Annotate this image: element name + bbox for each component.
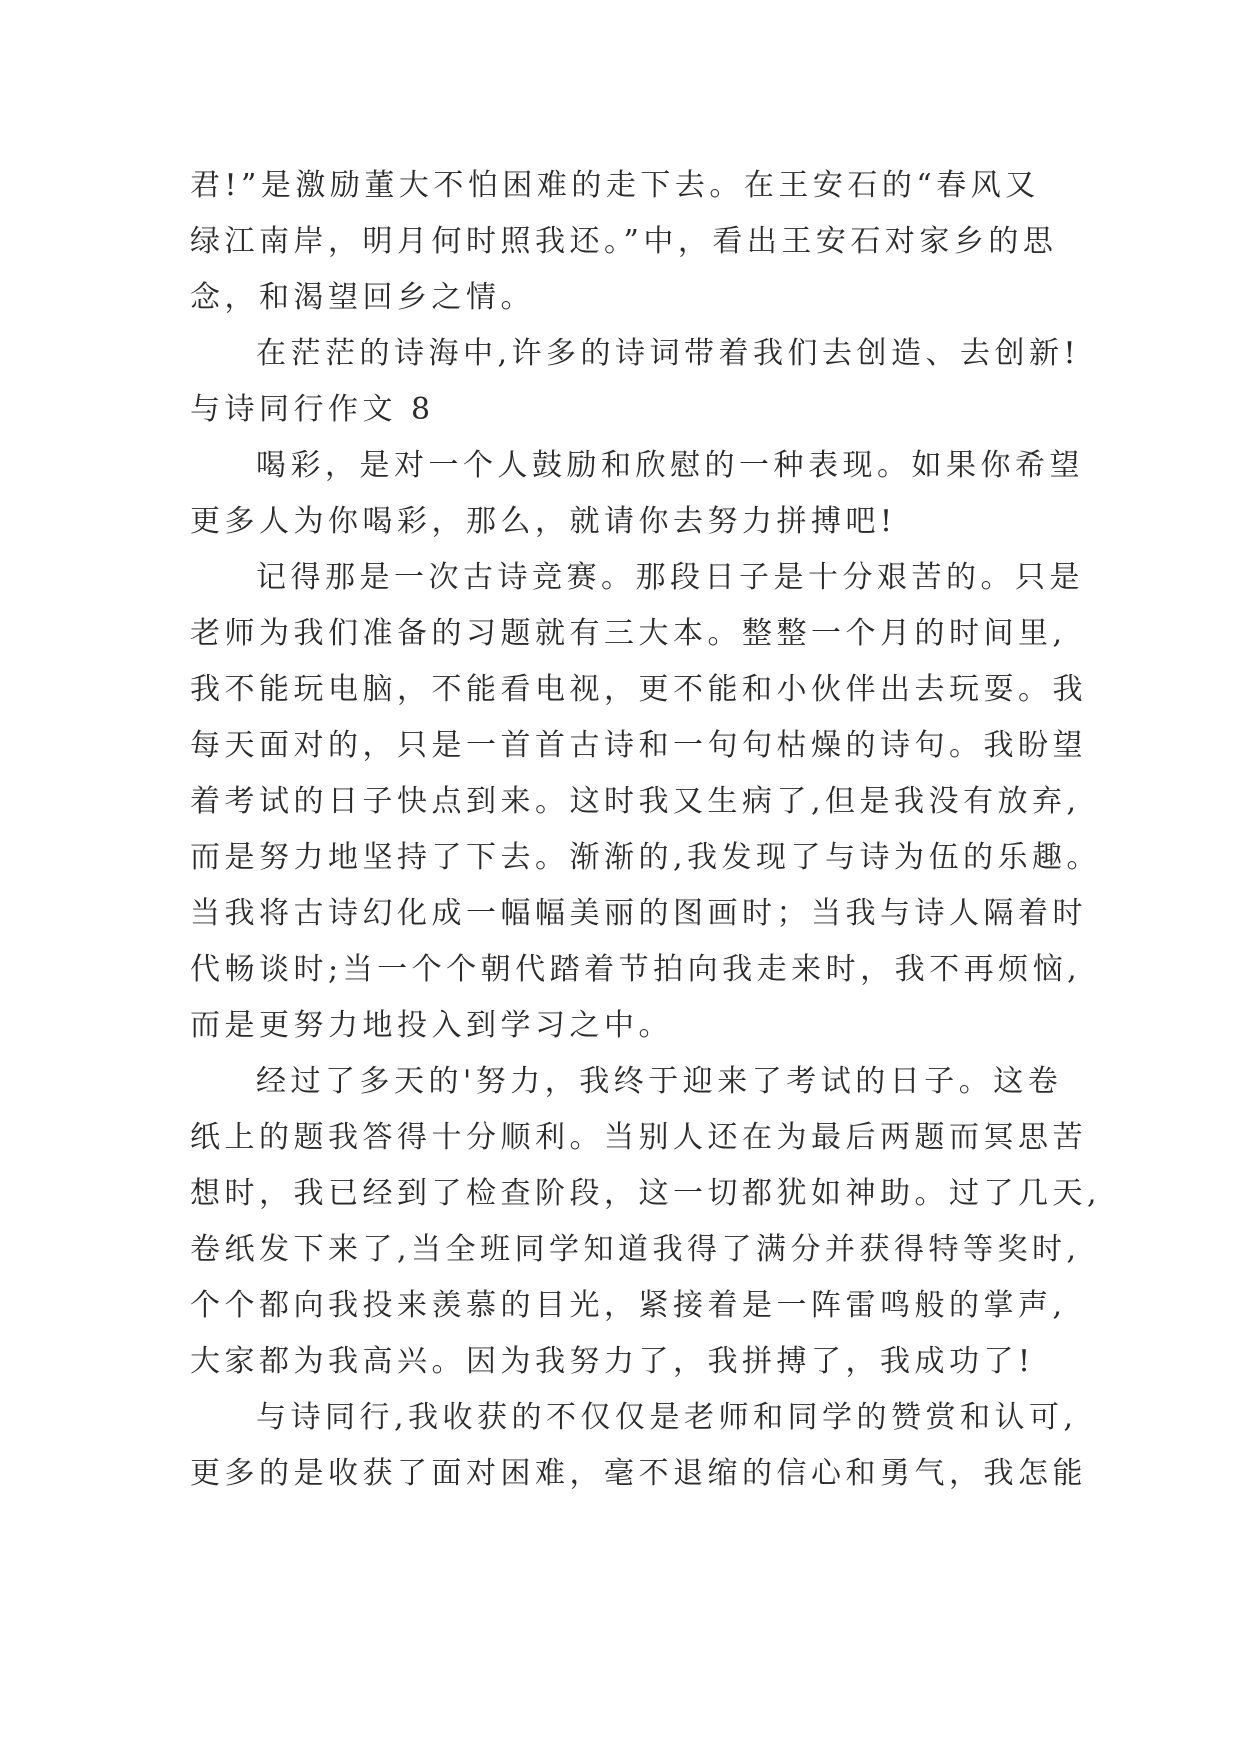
text-line: 纸上的题我答得十分顺利。当别人还在为最后两题而冥思苦 <box>190 1120 1087 1155</box>
paragraph-first-line: 经过了多天的'努力，我终于迎来了考试的日子。这卷 <box>256 1064 1063 1099</box>
text-line: 君!”是激励董大不怕困难的走下去。在王安石的“春风又 <box>190 168 1040 203</box>
text-line: 个个都向我投来羡慕的目光，紧接着是一阵雷鸣般的掌声, <box>190 1288 1067 1323</box>
text-line: 绿江南岸，明月何时照我还。”中，看出王安石对家乡的思 <box>190 224 1058 259</box>
text-line: 当我将古诗幻化成一幅幅美丽的图画时；当我与诗人隔着时 <box>190 896 1087 931</box>
paragraph-first-line: 在茫茫的诗海中,许多的诗词带着我们去创造、去创新! <box>256 336 1081 371</box>
text-line: 更多人为你喝彩，那么，就请你去努力拼搏吧! <box>190 504 897 539</box>
text-line: 而是更努力地投入到学习之中。 <box>190 1008 673 1043</box>
text-line: 卷纸发下来了,当全班同学知道我得了满分并获得特等奖时, <box>190 1232 1081 1267</box>
text-line: 代畅谈时;当一个个朝代踏着节拍向我走来时，我不再烦恼, <box>190 952 1082 987</box>
text-line: 大家都为我高兴。因为我努力了，我拼搏了，我成功了! <box>190 1344 1035 1379</box>
text-line: 想时，我已经到了检查阶段，这一切都犹如神助。过了几天, <box>190 1176 1102 1211</box>
document-body <box>190 158 1102 1502</box>
text-line: 着考试的日子快点到来。这时我又生病了,但是我没有放弃, <box>190 784 1081 819</box>
text-line: 老师为我们准备的习题就有三大本。整整一个月的时间里, <box>190 616 1067 651</box>
text-line: 每天面对的，只是一首首古诗和一句句枯燥的诗句。我盼望 <box>190 728 1087 763</box>
text-line: 我不能玩电脑，不能看电视，更不能和小伙伴出去玩耍。我 <box>190 672 1087 707</box>
paragraph-first-line: 喝彩，是对一个人鼓励和欣慰的一种表现。如果你希望 <box>256 448 1084 483</box>
paragraph-first-line: 与诗同行,我收获的不仅仅是老师和同学的赞赏和认可, <box>256 1400 1078 1435</box>
section-heading: 与诗同行作文 8 <box>190 392 435 427</box>
text-line: 而是努力地坚持了下去。渐渐的,我发现了与诗为伍的乐趣。 <box>190 840 1102 875</box>
text-line: 更多的是收获了面对困难，毫不退缩的信心和勇气，我怎能 <box>190 1456 1087 1491</box>
paragraph-first-line: 记得那是一次古诗竞赛。那段日子是十分艰苦的。只是 <box>256 560 1084 595</box>
text-line: 念，和渴望回乡之情。 <box>190 280 535 315</box>
